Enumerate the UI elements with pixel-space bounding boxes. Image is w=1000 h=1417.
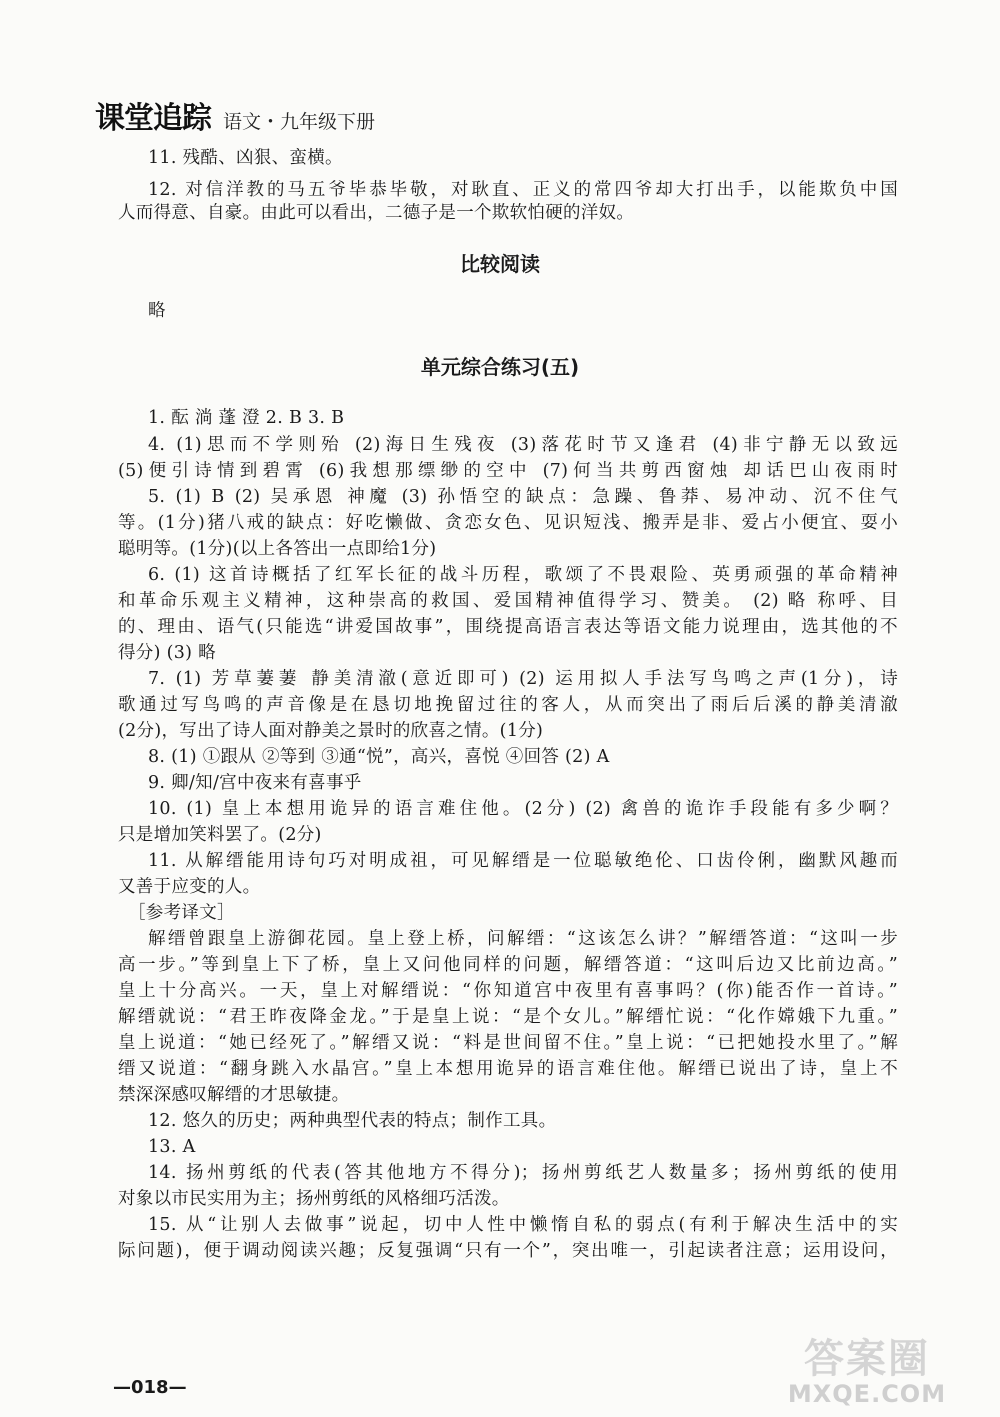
page-header [95,96,375,136]
answer-line: 15. 从“让别人去做事”说起，切中人性中懒惰自私的弱点(有利于解决生活中的实 [148,1215,898,1235]
answer-line: 聪明等。(1分)(以上各答出一点即给1分) [118,539,437,559]
section-title-unit: 单元综合练习(五) [420,355,580,379]
book-brand-title: 课堂追踪 [95,101,211,136]
answer-line: 7. (1) 芳草萋萋 静美清澈(意近即可) (2) 运用拟人手法写鸟鸣之声(1分)，诗 [148,669,898,689]
answer-line: 12. 对信洋教的马五爷毕恭毕敬，对耿直、正义的常四爷却大打出手，以能欺负中国 [148,180,898,200]
answer-line: 际问题)，便于调动阅读兴趣；反复强调“只有一个”，突出唯一，引起读者注意；运用设问， [118,1241,898,1261]
translation-line: 皇上十分高兴。一天，皇上对解缙说：“你知道宫中夜里有喜事吗？(你)能否作一首诗。” [118,981,898,1001]
answer-line: 5. (1) B (2) 吴承恩 神魔 (3) 孙悟空的缺点：急躁、鲁莽、易冲动、沉不住气 [148,487,898,507]
translation-line: 高一步。”等到皇上下了桥，皇上又问他同样的问题，解缙答道：“这叫后边又比前边高。” [118,955,898,975]
translation-line: 禁深深感叹解缙的才思敏捷。 [118,1085,350,1105]
answer-line: (5)便引诗情到碧霄 (6)我想那缥缈的空中 (7)何当共剪西窗烛 却话巴山夜雨时 [118,461,898,481]
watermark-url: MXQE.COM [787,1380,947,1408]
answer-line: 14. 扬州剪纸的代表(答其他地方不得分)；扬州剪纸艺人数量多；扬州剪纸的使用 [148,1163,898,1183]
answer-line: 歌通过写鸟鸣的声音像是在恳切地挽留过往的客人，从而突出了雨后后溪的静美清澈 [118,695,898,715]
page-number: —018— [113,1377,187,1398]
answer-line: 人而得意、自豪。由此可以看出，二德子是一个欺软怕硬的洋奴。 [118,203,635,223]
translation-line: 缙又说道：“翻身跳入水晶宫。”皇上本想用诡异的语言难住他。解缙已说出了诗，皇上不 [118,1059,898,1079]
answer-line: 6. (1) 这首诗概括了红军长征的战斗历程，歌颂了不畏艰险、英勇顽强的革命精神 [148,565,898,585]
watermark-text: 答案圈 [804,1336,930,1382]
answer-line: 等。(1分)猪八戒的缺点：好吃懒做、贪恋女色、见识短浅、搬弄是非、爱占小便宜、耍小 [118,513,898,533]
answer-line: 又善于应变的人。 [118,877,261,897]
book-subject: 语文・九年级下册 [223,111,376,133]
answer-line: 只是增加笑料罢了。(2分) [118,825,322,845]
answer-line: 11. 从解缙能用诗句巧对明成祖，可见解缙是一位聪敏绝伦、口齿伶俐，幽默风趣而 [148,851,898,871]
answer-line: 1. 酝 淌 蓬 澄 2. B 3. B [148,408,345,428]
section-title-compare: 比较阅读 [460,252,540,276]
answer-line: (2分)，写出了诗人面对静美之景时的欣喜之情。(1分) [118,721,544,741]
answer-line: 13. A [148,1137,196,1157]
answer-line: 对象以市民实用为主；扬州剪纸的风格细巧活泼。 [118,1189,510,1209]
answer-line: 的、理由、语气(只能选“讲爱国故事”，围绕提高语言表达等语文能力说理由，选其他的不 [118,617,898,637]
translation-line: 解缙曾跟皇上游御花园。皇上登上桥，问解缙：“这该怎么讲？”解缙答道：“这叫一步 [148,929,898,949]
answer-line: 8. (1) ①跟从 ②等到 ③通“悦”，高兴，喜悦 ④回答 (2) A [148,747,610,767]
answer-line: 4. (1)思而不学则殆 (2)海日生残夜 (3)落花时节又逢君 (4)非宁静无以致远 [148,435,898,455]
answer-line: 和革命乐观主义精神，这种崇高的救国、爱国精神值得学习、赞美。 (2) 略 称呼、目 [118,591,898,611]
answer-line: 略 [148,301,166,321]
answer-line: 12. 悠久的历史；两种典型代表的特点；制作工具。 [148,1111,557,1131]
translation-line: 皇上说道：“她已经死了。”解缙又说：“料是世间留不住。”皇上说：“已把她投水里了。”解 [118,1033,898,1053]
reference-translation-label: ［参考译文］ [128,903,235,923]
answer-line: 11. 残酷、凶狠、蛮横。 [148,148,343,168]
answer-line: 10. (1) 皇上本想用诡异的语言难住他。(2分) (2) 禽兽的诡诈手段能有多少啊？ [148,799,898,819]
answer-line: 得分) (3) 略 [118,643,216,663]
answer-line: 9. 卿/知/宫中夜来有喜事乎 [148,773,362,793]
translation-line: 解缙就说：“君王昨夜降金龙。”于是皇上说：“是个女儿。”解缙忙说：“化作嫦娥下九重。” [118,1007,898,1027]
watermark-logo [762,1317,972,1407]
